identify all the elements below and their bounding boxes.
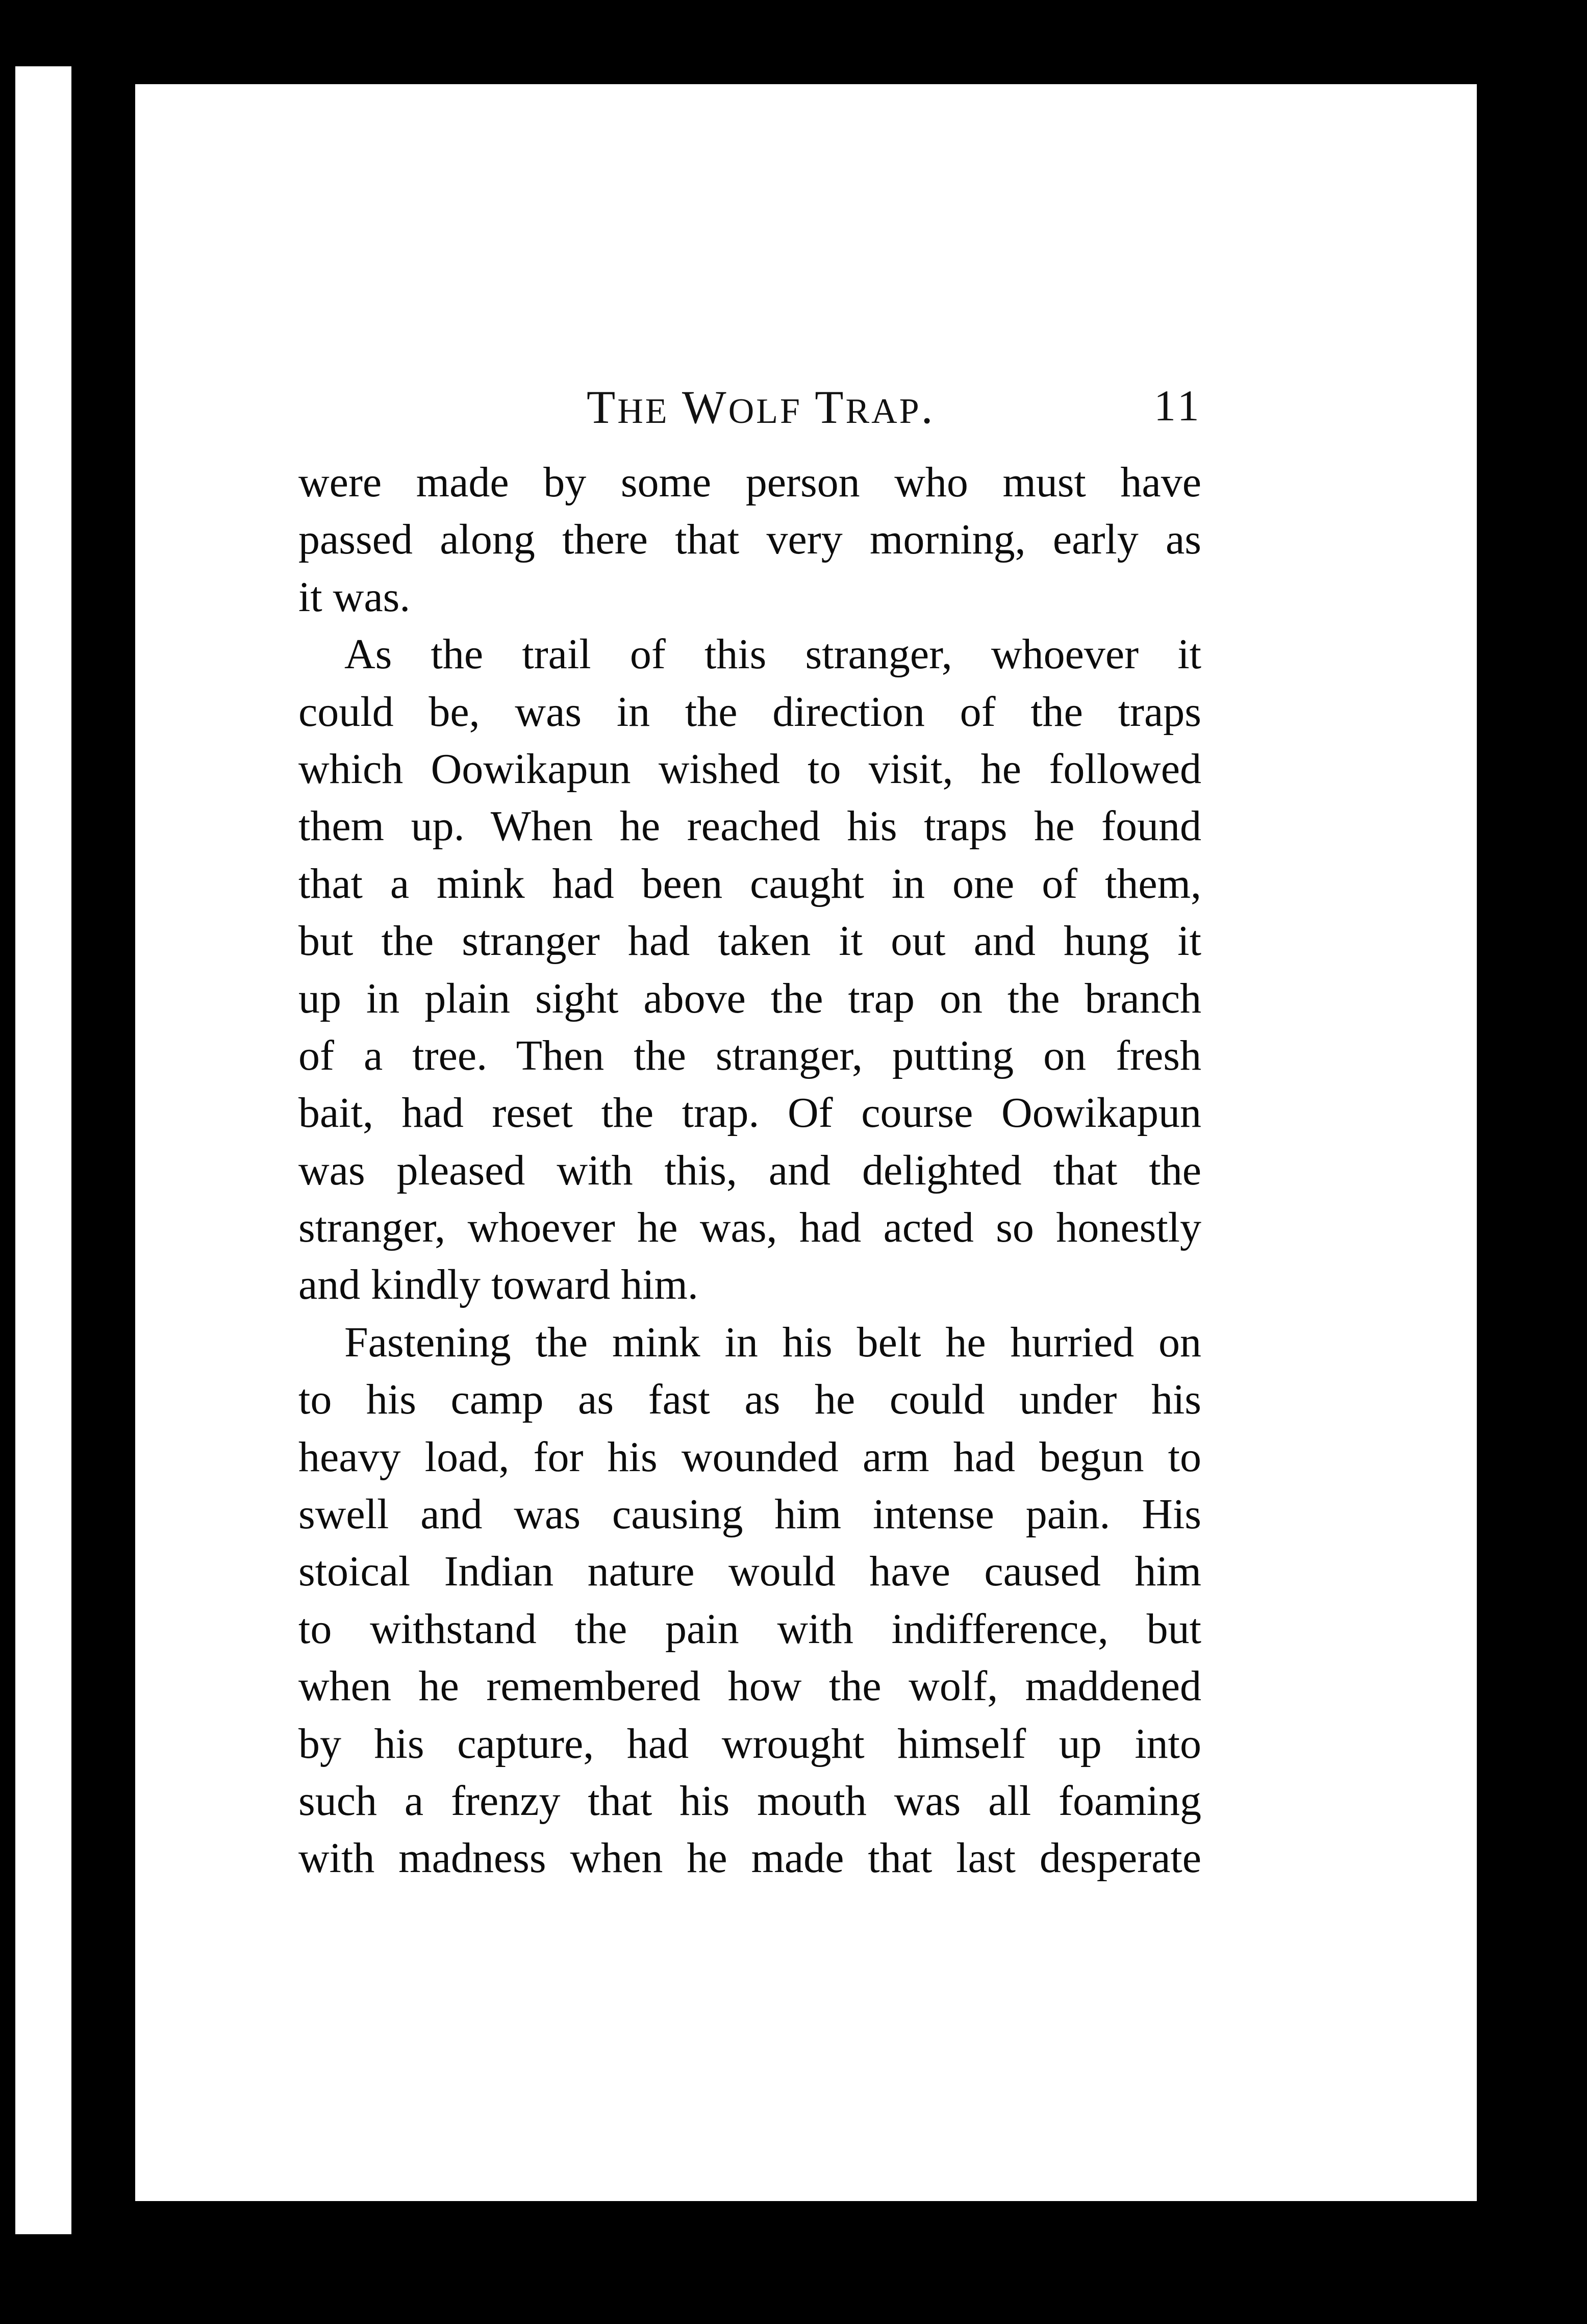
page-number: 11 [1154, 381, 1202, 430]
text-line: As the trail of this stranger, whoever it [344, 630, 1201, 678]
text-line: that a mink had been caught in one of them, [298, 860, 1201, 907]
body-text [298, 454, 1201, 1887]
running-head-part: W [669, 381, 728, 433]
text-line: but the stranger had taken it out and hung it [298, 917, 1201, 965]
text-line: and kindly toward him. [298, 1261, 698, 1309]
text-line: Fastening the mink in his belt he hurried on [344, 1318, 1201, 1366]
text-line: it was. [298, 573, 411, 621]
text-line: which Oowikapun wished to visit, he followed [298, 745, 1201, 793]
adjacent-page-edge [15, 66, 71, 2234]
running-head [587, 380, 935, 434]
running-head-part: HE [617, 392, 669, 431]
text-line: were made by some person who must have [298, 459, 1201, 506]
text-line: heavy load, for his wounded arm had begun to [298, 1433, 1201, 1481]
text-line: of a tree. Then the stranger, putting on fresh [298, 1031, 1201, 1079]
running-head-part: . [921, 381, 935, 433]
running-head-part: OLF [728, 392, 802, 431]
text-line: up in plain sight above the trap on the branch [298, 974, 1201, 1022]
text-line: stoical Indian nature would have caused him [298, 1548, 1201, 1596]
text-line: bait, had reset the trap. Of course Oowikapun [298, 1089, 1201, 1137]
text-line: stranger, whoever he was, had acted so honestly [298, 1204, 1201, 1252]
text-line: passed along there that very morning, early as [298, 516, 1201, 564]
text-line: to his camp as fast as he could under his [298, 1376, 1201, 1424]
running-head-part: RAP [845, 392, 921, 431]
text-line: with madness when he made that last desperate [298, 1834, 1201, 1882]
text-line: to withstand the pain with indifference, but [298, 1605, 1201, 1653]
text-line: swell and was causing him intense pain. His [298, 1491, 1201, 1538]
text-line: when he remembered how the wolf, maddened [298, 1662, 1201, 1710]
text-line: them up. When he reached his traps he found [298, 802, 1201, 850]
running-head-part: T [587, 381, 618, 433]
text-line: was pleased with this, and delighted that the [298, 1146, 1201, 1194]
text-line: such a frenzy that his mouth was all foaming [298, 1777, 1201, 1825]
running-head-part: T [801, 381, 846, 433]
text-line: could be, was in the direction of the traps [298, 688, 1201, 736]
text-line: by his capture, had wrought himself up into [298, 1720, 1201, 1767]
